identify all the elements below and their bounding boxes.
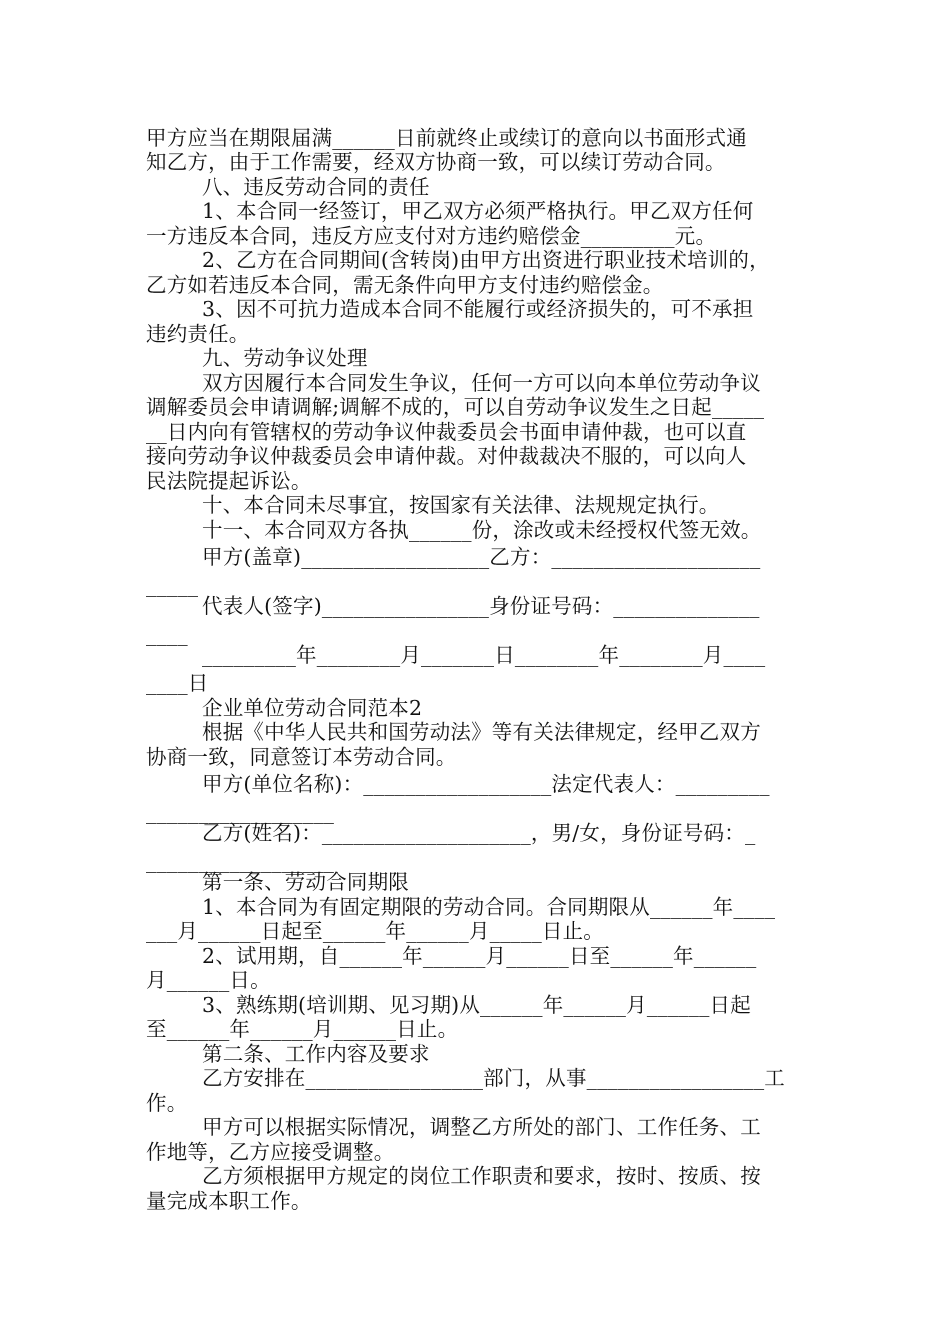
section-heading: 第二条、工作内容及要求 xyxy=(202,1042,430,1066)
text-line: 甲方可以根据实际情况，调整乙方所处的部门、工作任务、工 xyxy=(202,1115,761,1139)
text-line: 1、本合同为有固定期限的劳动合同。合同期限从______年____ xyxy=(202,895,776,919)
party-line: __________________ xyxy=(146,849,335,873)
signature-line: _____ xyxy=(146,573,199,597)
text-line: ___月______日起至______年______月_____日止。 xyxy=(146,919,604,943)
text-line: __日内向有管辖权的劳动争议仲裁委员会书面申请仲裁，也可以直 xyxy=(146,420,747,444)
text-line: 乙方须根据甲方规定的岗位工作职责和要求，按时、按质、按 xyxy=(202,1164,761,1188)
section-heading: 八、违反劳动合同的责任 xyxy=(202,175,430,199)
text-line: 1、本合同一经签订，甲乙双方必须严格执行。甲乙双方任何 xyxy=(202,199,754,223)
text-line: 至______年______月______日止。 xyxy=(146,1017,459,1041)
text-line: 乙方如若违反本合同，需无条件向甲方支付违约赔偿金。 xyxy=(146,273,664,297)
text-line: 根据《中华人民共和国劳动法》等有关法律规定，经甲乙双方 xyxy=(202,720,761,744)
section-heading: 九、劳动争议处理 xyxy=(202,346,368,370)
signature-line: 甲方(盖章)__________________乙方：____________________ xyxy=(202,545,761,569)
party-line: 乙方(姓名)：____________________，男/女，身份证号码：_ xyxy=(202,821,756,845)
text-line: 3、熟练期(培训期、见习期)从______年______月______日起 xyxy=(202,993,751,1017)
text-line: 2、试用期，自______年______月______日至______年______ xyxy=(202,944,757,968)
text-line: 量完成本职工作。 xyxy=(146,1189,312,1213)
date-line: _________年________月_______日________年________月____ xyxy=(202,643,766,667)
document-title: 企业单位劳动合同范本2 xyxy=(202,696,423,720)
text-line: 调解委员会申请调解;调解不成的，可以自劳动争议发生之日起_____ xyxy=(146,395,765,419)
text-line: 2、乙方在合同期间(含转岗)由甲方出资进行职业技术培训的， xyxy=(202,248,770,272)
date-line: ____日 xyxy=(146,671,209,695)
text-line: 甲方应当在期限届满______日前就终止或续订的意向以书面形式通 xyxy=(146,126,747,150)
text-line: 十一、本合同双方各执______份，涂改或未经授权代签无效。 xyxy=(202,518,762,542)
signature-line: 代表人(签字)________________身份证号码：______________ xyxy=(202,594,760,618)
text-line: 月______日。 xyxy=(146,968,271,992)
text-line: 双方因履行本合同发生争议，任何一方可以向本单位劳动争议 xyxy=(202,371,761,395)
text-line: 乙方安排在_________________部门，从事_________________工 xyxy=(202,1066,785,1090)
signature-line: ____ xyxy=(146,622,188,646)
party-line: __________________ xyxy=(146,800,335,824)
section-heading: 第一条、劳动合同期限 xyxy=(202,870,409,894)
text-line: 协商一致，同意签订本劳动合同。 xyxy=(146,745,457,769)
text-line: 十、本合同未尽事宜，按国家有关法律、法规规定执行。 xyxy=(202,493,720,517)
text-line: 民法院提起诉讼。 xyxy=(146,469,312,493)
text-line: 违约责任。 xyxy=(146,322,250,346)
text-line: 知乙方，由于工作需要，经双方协商一致，可以续订劳动合同。 xyxy=(146,150,726,174)
text-line: 3、因不可抗力造成本合同不能履行或经济损失的，可不承担 xyxy=(202,297,754,321)
text-line: 作。 xyxy=(146,1091,188,1115)
text-line: 接向劳动争议仲裁委员会申请仲裁。对仲裁裁决不服的，可以向人 xyxy=(146,444,747,468)
party-line: 甲方(单位名称)：__________________法定代表人：_________ xyxy=(202,772,770,796)
text-line: 一方违反本合同，违反方应支付对方违约赔偿金_________元。 xyxy=(146,224,717,248)
text-line: 作地等，乙方应接受调整。 xyxy=(146,1140,395,1164)
